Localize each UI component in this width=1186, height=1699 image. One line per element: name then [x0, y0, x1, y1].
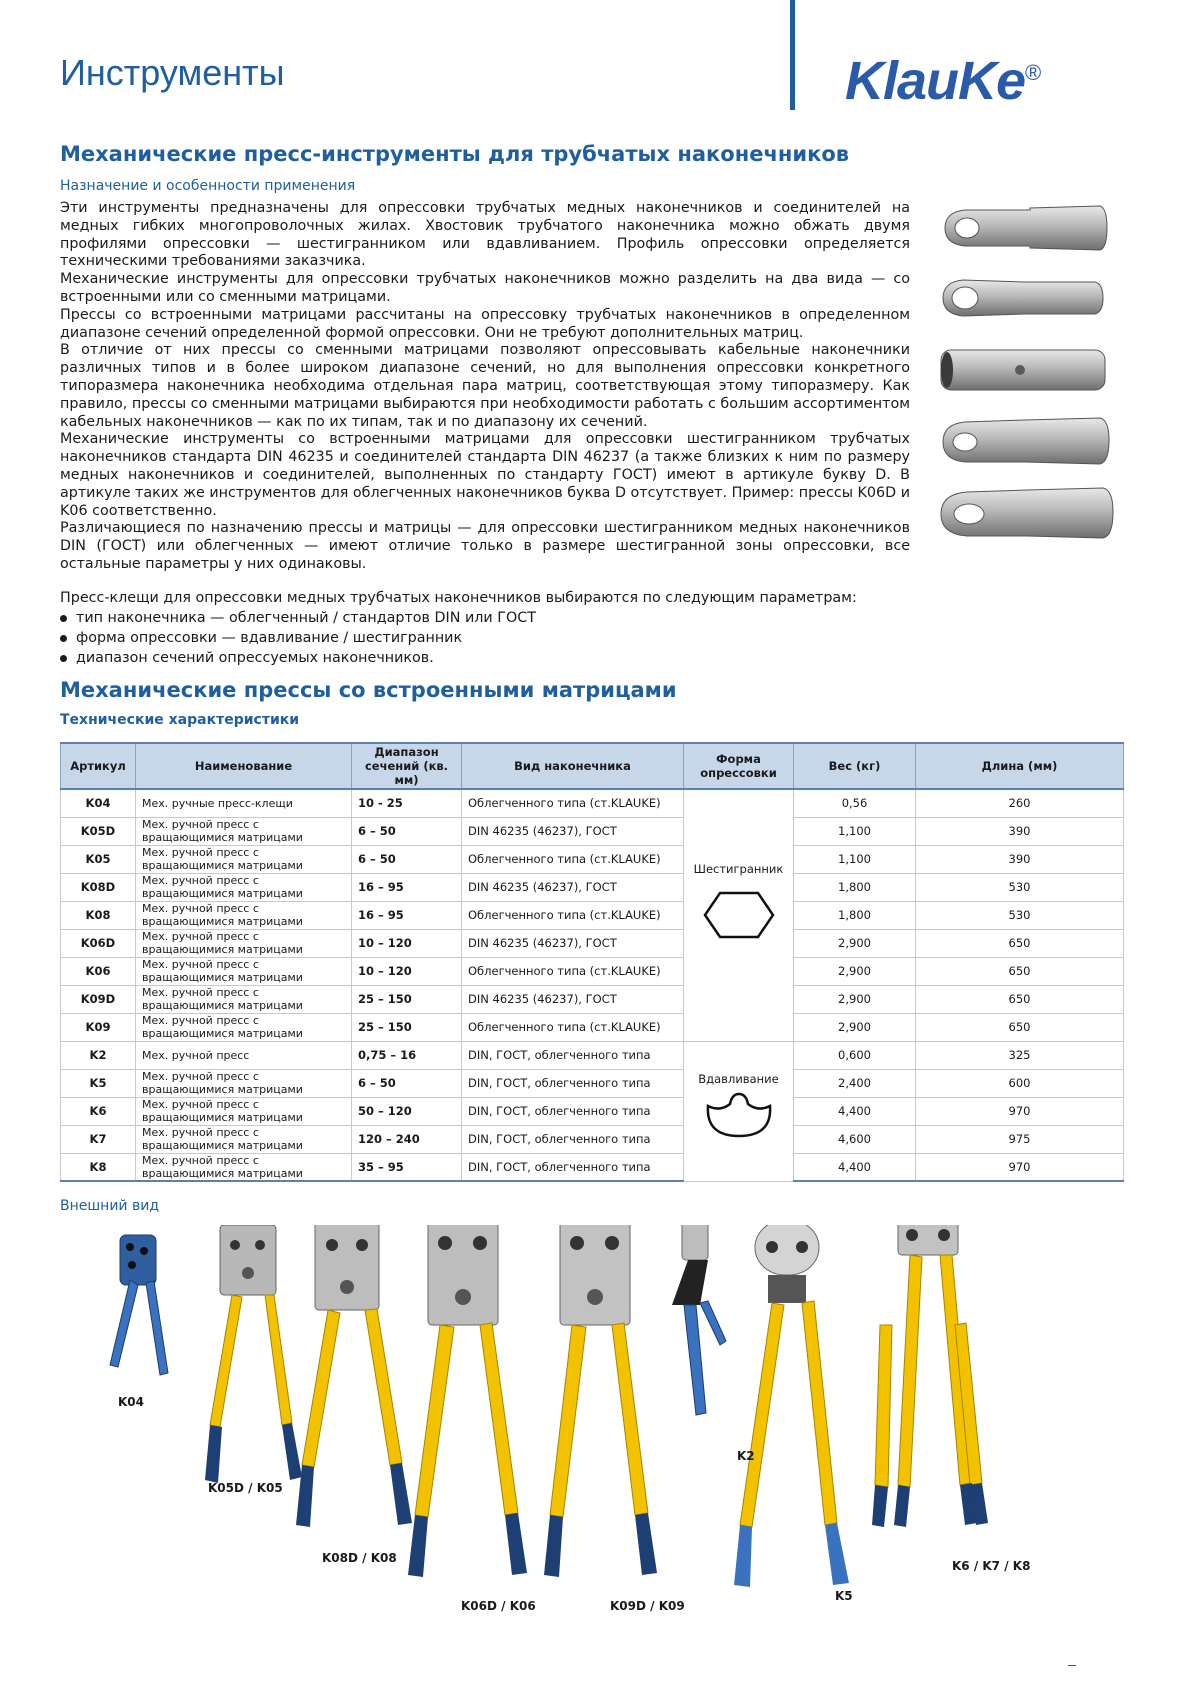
table-row	[61, 1097, 1124, 1125]
cell-lug-type: DIN 46235 (46237), ГОСТ	[462, 873, 684, 901]
table-row	[61, 1013, 1124, 1041]
cell-lug-type: Облегченного типа (ст.KLAUKE)	[462, 901, 684, 929]
cell-range: 10 – 120	[352, 957, 462, 985]
paragraph: Механические инструменты со встроенными матрицами для опрессовки шестигранником трубчатых наконечников стандарта DIN 46235 и соединителей стандарта DIN 46237 (а также близких к ним по размеру медных наконечников и соединителей, выполненных по стандарту ГОСТ) имеют в артикуле букву D. В артикуле таких же инструментов для облегченных наконечников буква D отсутствует. Пример: прессы K06D и K06 соответственно.	[60, 431, 910, 519]
cell-article: K08	[61, 901, 136, 929]
lug-2	[943, 280, 1103, 316]
cell-range: 10 - 25	[352, 789, 462, 817]
list-item: диапазон сечений опрессуемых наконечников.	[60, 648, 536, 668]
table-header-row	[61, 743, 1124, 789]
page-title: Инструменты	[60, 52, 285, 93]
cell-article: K09D	[61, 985, 136, 1013]
connector-sleeve	[941, 350, 1105, 390]
table-row	[61, 901, 1124, 929]
cell-weight: 4,400	[794, 1097, 916, 1125]
logo-text: KlauKe	[845, 51, 1026, 111]
cell-weight: 0,600	[794, 1041, 916, 1069]
table-row	[61, 957, 1124, 985]
cell-article: K09	[61, 1013, 136, 1041]
page-marker	[1068, 1665, 1076, 1666]
cell-range: 35 – 95	[352, 1153, 462, 1181]
cell-length: 600	[916, 1069, 1124, 1097]
table-row	[61, 929, 1124, 957]
cell-weight: 1,800	[794, 901, 916, 929]
cell-lug-type: DIN 46235 (46237), ГОСТ	[462, 817, 684, 845]
cell-length: 390	[916, 817, 1124, 845]
list-item: тип наконечника — облегченный / стандартов DIN или ГОСТ	[60, 608, 536, 628]
table-row	[61, 1069, 1124, 1097]
col-header: Форма опрессовки	[684, 743, 794, 789]
cell-article: K04	[61, 789, 136, 817]
cell-article: K2	[61, 1041, 136, 1069]
table-row	[61, 1041, 1124, 1069]
cell-article: K08D	[61, 873, 136, 901]
cell-crimp-form-hex	[684, 789, 794, 1041]
cell-lug-type: DIN 46235 (46237), ГОСТ	[462, 929, 684, 957]
tool-k04-image	[110, 1235, 168, 1375]
cell-length: 650	[916, 929, 1124, 957]
cell-range: 50 – 120	[352, 1097, 462, 1125]
cell-length: 260	[916, 789, 1124, 817]
cell-range: 6 – 50	[352, 845, 462, 873]
cell-article: K5	[61, 1069, 136, 1097]
cell-length: 975	[916, 1125, 1124, 1153]
cell-lug-type: DIN, ГОСТ, облегченного типа	[462, 1125, 684, 1153]
selection-criteria-list	[60, 608, 536, 668]
cell-weight: 0,56	[794, 789, 916, 817]
header-divider	[790, 0, 795, 110]
tool-label: K04	[118, 1395, 144, 1409]
table-row	[61, 845, 1124, 873]
cell-name: Мех. ручной пресс с вращающимися матрицами	[136, 1097, 352, 1125]
cell-article: K8	[61, 1153, 136, 1181]
cell-range: 16 – 95	[352, 873, 462, 901]
cell-lug-type: DIN 46235 (46237), ГОСТ	[462, 985, 684, 1013]
cell-weight: 4,400	[794, 1153, 916, 1181]
cell-article: K06	[61, 957, 136, 985]
cell-name: Мех. ручной пресс с вращающимися матрицами	[136, 1125, 352, 1153]
tool-k08-image	[296, 1225, 412, 1527]
cell-weight: 2,900	[794, 985, 916, 1013]
lug-1	[945, 206, 1107, 250]
cell-range: 120 – 240	[352, 1125, 462, 1153]
cell-lug-type: DIN, ГОСТ, облегченного типа	[462, 1153, 684, 1181]
cell-name: Мех. ручной пресс с вращающимися матрицами	[136, 1153, 352, 1181]
lug-3	[943, 418, 1109, 464]
tool-k06-image	[408, 1225, 527, 1577]
cell-name: Мех. ручной пресс с вращающимися матрицами	[136, 929, 352, 957]
cell-range: 16 – 95	[352, 901, 462, 929]
col-header: Вид наконечника	[462, 743, 684, 789]
cell-weight: 2,400	[794, 1069, 916, 1097]
paragraph: Эти инструменты предназначены для опрессовки трубчатых медных наконечников и соединителей на медных гибких многопроволочных жилах. Хвостовик трубчатого наконечника можно обжать двумя профилями опрессовки — шестигранником или вдавливанием. Профиль опрессовки определяется техническими требованиями заказчика.	[60, 200, 910, 270]
cell-name: Мех. ручной пресс с вращающимися матрицами	[136, 901, 352, 929]
cell-name: Мех. ручной пресс с вращающимися матрицами	[136, 1069, 352, 1097]
description-text	[60, 200, 910, 574]
tool-k5-image	[734, 1225, 849, 1587]
tool-k09-image	[544, 1225, 657, 1577]
appearance-heading: Внешний вид	[60, 1198, 160, 1214]
col-header: Диапазон сечений (кв. мм)	[352, 743, 462, 789]
tool-label: K05D / K05	[208, 1481, 283, 1495]
col-header: Длина (мм)	[916, 743, 1124, 789]
lug-4	[941, 488, 1113, 538]
cell-length: 530	[916, 901, 1124, 929]
tool-k6-image	[872, 1225, 988, 1527]
cell-length: 970	[916, 1097, 1124, 1125]
cell-weight: 4,600	[794, 1125, 916, 1153]
cell-lug-type: Облегченного типа (ст.KLAUKE)	[462, 957, 684, 985]
cell-article: K7	[61, 1125, 136, 1153]
cell-name: Мех. ручной пресс с вращающимися матрицами	[136, 845, 352, 873]
cell-name: Мех. ручные пресс-клещи	[136, 789, 352, 817]
tool-label: K06D / K06	[461, 1599, 536, 1613]
tool-label: K09D / K09	[610, 1599, 685, 1613]
cell-name: Мех. ручной пресс с вращающимися матрицами	[136, 817, 352, 845]
cell-range: 6 – 50	[352, 817, 462, 845]
cell-name: Мех. ручной пресс с вращающимися матрицами	[136, 985, 352, 1013]
crimp-form-label: Шестигранник	[693, 862, 784, 876]
section-subheading-specs: Технические характеристики	[60, 712, 300, 728]
cell-length: 530	[916, 873, 1124, 901]
cell-weight: 1,100	[794, 845, 916, 873]
cell-range: 0,75 – 16	[352, 1041, 462, 1069]
table-row	[61, 1153, 1124, 1181]
cell-name: Мех. ручной пресс с вращающимися матрицами	[136, 873, 352, 901]
cell-length: 650	[916, 957, 1124, 985]
cell-article: K05D	[61, 817, 136, 845]
tool-label: K6 / K7 / K8	[952, 1559, 1031, 1573]
crimp-form-label: Вдавливание	[698, 1071, 779, 1086]
col-header: Вес (кг)	[794, 743, 916, 789]
tools-illustration	[60, 1225, 1124, 1645]
spec-table	[60, 742, 1124, 1182]
table-row	[61, 817, 1124, 845]
cell-length: 325	[916, 1041, 1124, 1069]
cell-article: K6	[61, 1097, 136, 1125]
section-heading-tools: Механические пресс-инструменты для трубчатых наконечников	[60, 142, 850, 166]
paragraph: Различающиеся по назначению прессы и матрицы — для опрессовки шестигранником медных наконечников DIN (ГОСТ) или облегченных — имеют отличие только в размере шестигранной зоны опрессовки, все остальные параметры у них одинаковы.	[60, 520, 910, 572]
tool-label: K08D / K08	[322, 1551, 397, 1565]
list-item: форма опрессовки — вдавливание / шестигранник	[60, 628, 536, 648]
registered-mark: ®	[1025, 60, 1041, 85]
tool-label: K5	[835, 1589, 853, 1603]
tool-label: K2	[737, 1449, 755, 1463]
section-subheading-purpose: Назначение и особенности применения	[60, 178, 356, 194]
cell-lug-type: DIN, ГОСТ, облегченного типа	[462, 1041, 684, 1069]
cell-article: K05	[61, 845, 136, 873]
hexagon-crimp-icon	[702, 890, 776, 940]
table-row	[61, 1125, 1124, 1153]
cell-name: Мех. ручной пресс с вращающимися матрицами	[136, 957, 352, 985]
cell-article: K06D	[61, 929, 136, 957]
cell-lug-type: Облегченного типа (ст.KLAUKE)	[462, 789, 684, 817]
cell-weight: 2,900	[794, 1013, 916, 1041]
paragraph: Механические инструменты для опрессовки трубчатых наконечников можно разделить на два вида — со встроенными или со сменными матрицами.	[60, 271, 910, 305]
cell-name: Мех. ручной пресс	[136, 1041, 352, 1069]
brand-logo	[845, 50, 1040, 112]
cell-name: Мех. ручной пресс с вращающимися матрицами	[136, 1013, 352, 1041]
indent-crimp-icon	[702, 1092, 776, 1138]
cell-crimp-form-indent	[684, 1041, 794, 1181]
section-heading-builtin-dies: Механические прессы со встроенными матрицами	[60, 678, 677, 702]
col-header: Артикул	[61, 743, 136, 789]
cell-lug-type: DIN, ГОСТ, облегченного типа	[462, 1097, 684, 1125]
cell-lug-type: DIN, ГОСТ, облегченного типа	[462, 1069, 684, 1097]
cell-length: 650	[916, 1013, 1124, 1041]
paragraph: В отличие от них прессы со сменными матрицами позволяют опрессовывать кабельные наконечники различных типов и в более широком диапазоне сечений, но для выполнения опрессовки конкретного типоразмера наконечника необходима отдельная пара матриц, соответствующая этому типоразмеру. Как правило, прессы со сменными матрицами выбираются при необходимости работать с большим ассортиментом кабельных наконечников — как по их типам, так и по диапазону их сечений.	[60, 342, 910, 430]
cable-lugs-illustration	[935, 200, 1125, 580]
col-header: Наименование	[136, 743, 352, 789]
paragraph: Прессы со встроенными матрицами рассчитаны на опрессовку трубчатых наконечников в определенном диапазоне сечений определенной формой опрессовки. Они не требуют дополнительных матриц.	[60, 306, 910, 341]
cell-weight: 1,800	[794, 873, 916, 901]
table-row	[61, 873, 1124, 901]
cell-range: 25 – 150	[352, 985, 462, 1013]
tool-k2-image	[672, 1225, 726, 1415]
table-row	[61, 789, 1124, 817]
cell-lug-type: Облегченного типа (ст.KLAUKE)	[462, 845, 684, 873]
table-row	[61, 985, 1124, 1013]
cell-weight: 2,900	[794, 929, 916, 957]
cell-range: 10 – 120	[352, 929, 462, 957]
tool-k05-image	[205, 1225, 302, 1483]
cell-length: 390	[916, 845, 1124, 873]
cell-range: 25 – 150	[352, 1013, 462, 1041]
cell-weight: 1,100	[794, 817, 916, 845]
cell-length: 650	[916, 985, 1124, 1013]
cell-lug-type: Облегченного типа (ст.KLAUKE)	[462, 1013, 684, 1041]
cell-weight: 2,900	[794, 957, 916, 985]
selection-intro: Пресс-клещи для опрессовки медных трубчатых наконечников выбираются по следующим параметрам:	[60, 590, 857, 606]
cell-range: 6 – 50	[352, 1069, 462, 1097]
cell-length: 970	[916, 1153, 1124, 1181]
